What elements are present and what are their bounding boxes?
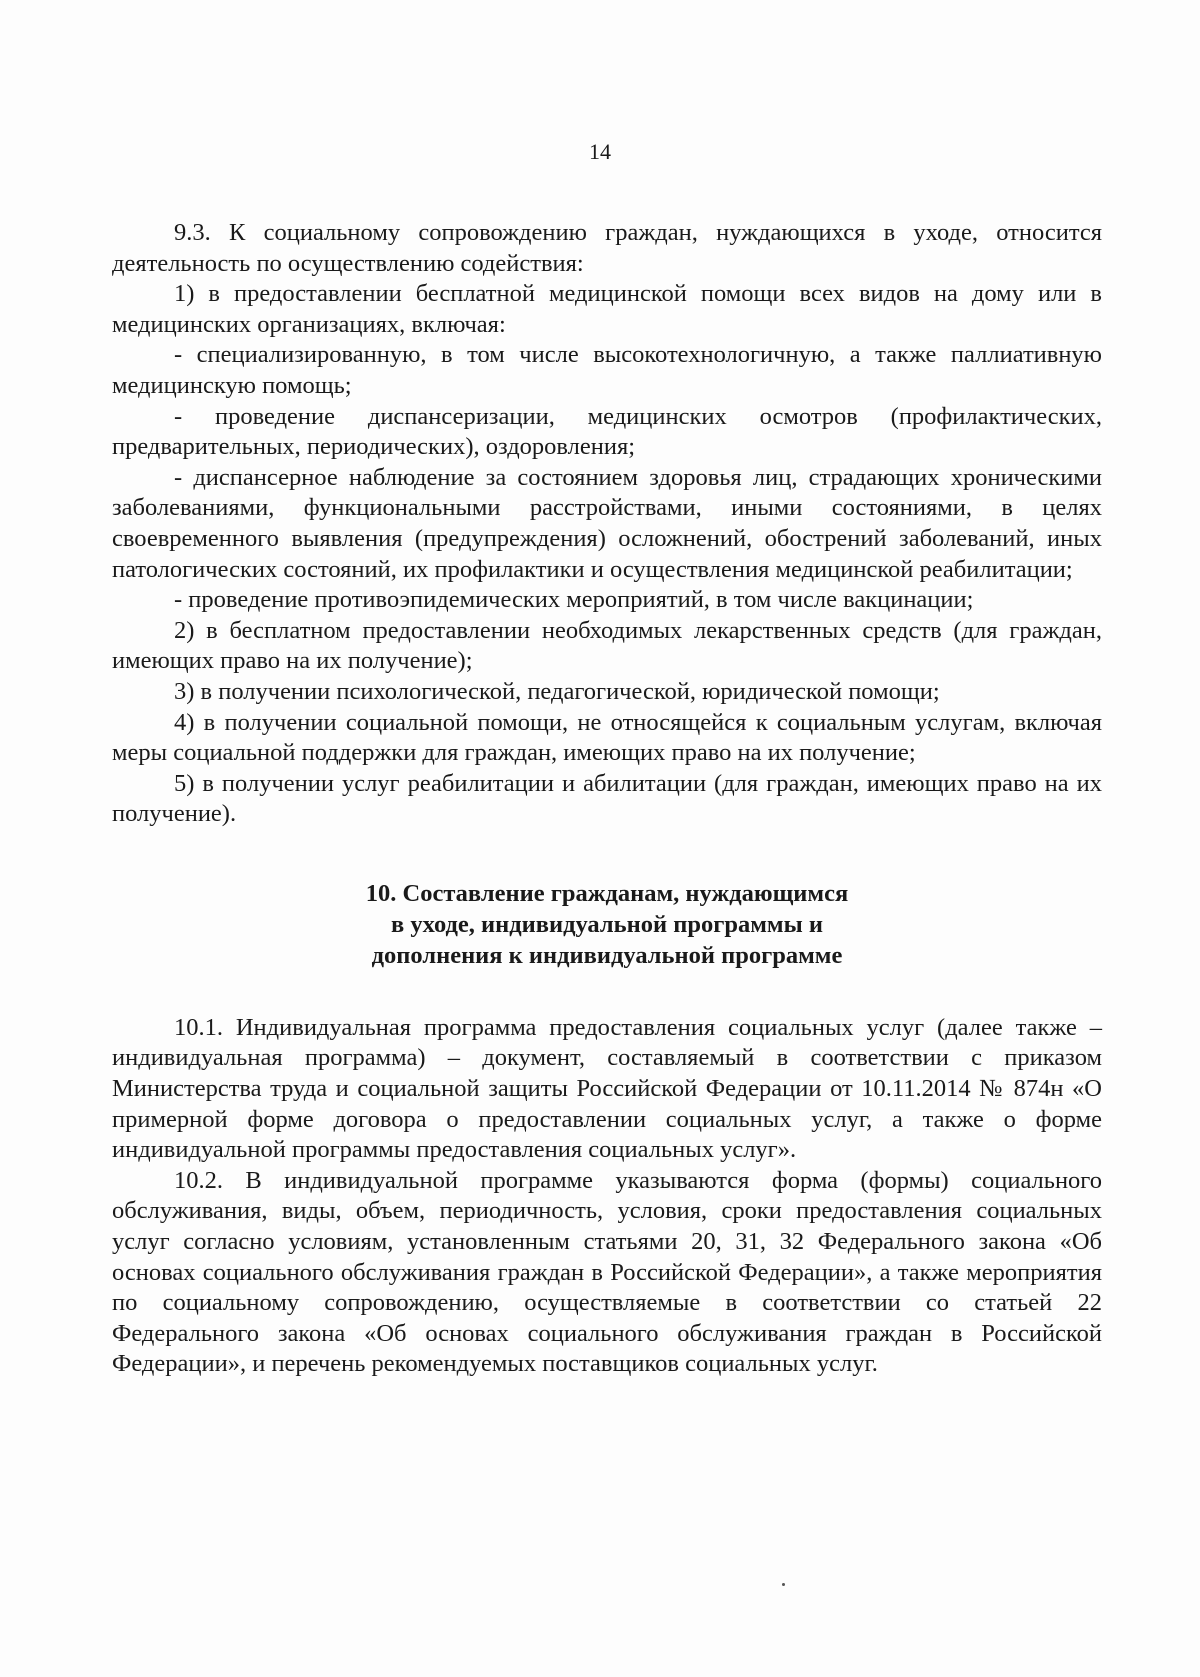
list-item-5: 5) в получении услуг реабилитации и абилитации (для граждан, имеющих право на их получение). [112, 769, 1102, 828]
sub-item-dispensary-observation: - диспансерное наблюдение за состоянием здоровья лиц, страдающих хроническими заболеваниями, функциональными расстройствами, иными состояниями, в целях своевременного выявления (предупреждения) осложнений, обострений заболеваний, иных патологических состояний, их профилактики и осуществления медицинской реабилитации; [112, 463, 1102, 583]
paragraph-9-3-intro: 9.3. К социальному сопровождению граждан, нуждающихся в уходе, относится деятельность по осуществлению содействия: [112, 219, 1102, 277]
heading-line-3: дополнения к индивидуальной программе [371, 941, 843, 969]
scan-speck [782, 1583, 785, 1586]
list-item-1: 1) в предоставлении бесплатной медицинской помощи всех видов на дому или в медицинских организациях, включая: [112, 280, 1102, 338]
sub-item-dispensarization: - проведение диспансеризации, медицинских осмотров (профилактических, предварительных, периодических), оздоровления; [112, 402, 1102, 461]
heading-line-2: в уходе, индивидуальной программы и [391, 910, 823, 938]
page-number: 14 [589, 139, 611, 164]
list-item-2: 2) в бесплатном предоставлении необходимых лекарственных средств (для граждан, имеющих право на их получение); [112, 616, 1102, 675]
sub-item-anti-epidemic: - проведение противоэпидемических мероприятий, в том числе вакцинации; [174, 586, 974, 614]
list-item-4: 4) в получении социальной помощи, не относящейся к социальным услугам, включая меры социальной поддержки для граждан, имеющих право на их получение; [112, 708, 1102, 767]
heading-line-1: 10. Составление гражданам, нуждающимся [365, 879, 849, 907]
sub-item-specialized-care: - специализированную, в том числе высокотехнологичную, а также паллиативную медицинскую помощь; [112, 341, 1102, 399]
list-item-3: 3) в получении психологической, педагогической, юридической помощи; [174, 677, 940, 705]
section-9-3 [112, 218, 1102, 830]
section-10-heading [112, 878, 1102, 971]
paragraph-10-1: 10.1. Индивидуальная программа предоставления социальных услуг (далее также – индивидуальная программа) – документ, составляемый в соответствии с приказом Министерства труда и социальной защиты Российской Федерации от 10.11.2014 № 874н «О примерной форме договора о предоставлении социальных услуг, а также о форме индивидуальной программы предоставления социальных услуг». [112, 1013, 1102, 1164]
document-content [112, 218, 1102, 1380]
paragraph-10-2: 10.2. В индивидуальной программе указываются форма (формы) социального обслуживания, виды, объем, периодичность, условия, сроки предоставления социальных услуг согласно условиям, установленным статьями 20, 31, 32 Федерального закона «Об основах социального обслуживания граждан в Российской Федерации», а также мероприятия по социальному сопровождению, осуществляемые в соответствии со статьей 22 Федерального закона «Об основах социального обслуживания граждан в Российской Федерации», и перечень рекомендуемых поставщиков социальных услуг. [112, 1166, 1102, 1378]
section-10-body [112, 1013, 1102, 1380]
